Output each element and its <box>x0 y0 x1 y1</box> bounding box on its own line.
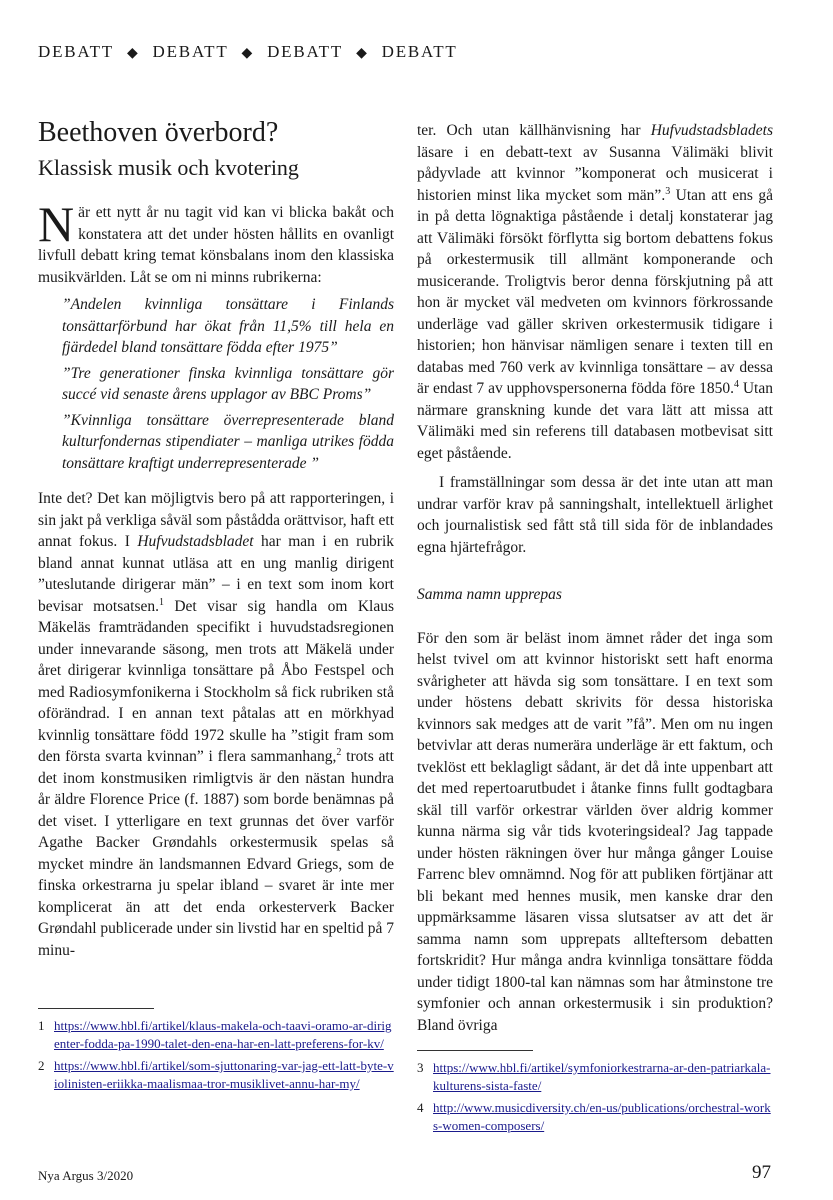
diamond-icon: ◆ <box>126 46 140 61</box>
footnote-number: 1 <box>38 1018 45 1033</box>
emphasis-text: Hufvudstadsbladets <box>650 122 773 139</box>
lead-paragraph <box>38 196 394 288</box>
diamond-icon: ◆ <box>241 46 255 61</box>
article-title: Beethoven överbord? <box>38 117 279 148</box>
footnote-link[interactable]: https://www.hbl.fi/artikel/klaus-makela-och-taavi-oramo-ar-dirigenter-fodda-pa-1990-talet-den-ena-har-en-latt-preferens-for-kv/ <box>54 1018 392 1051</box>
footnote-ref[interactable]: 2 <box>336 746 342 758</box>
footnote-number: 3 <box>417 1060 424 1075</box>
body-text: Det visar sig handla om Klaus Mäkeläs framträdanden specifikt i huvudstadsregionen under innevarande säsong, men trots att Mäkelä under året dirigerar kvinnliga tonsättare på Åbo Festspel och med Radiosymfonikerna i Stockholm så fick rubriken stå oförändrad. I en annan text påtalas att en mörkhyad kvinnlig tonsättare född 1972 skulle ha ”stigit fram som den första svarta kvinnan” i flera sammanhang, <box>38 597 394 765</box>
quote: ”Tre generationer finska kvinnliga tonsättare gör succé vid senaste årens upplagor av BBC Proms” <box>62 364 394 403</box>
footnote-ref[interactable]: 1 <box>158 596 164 608</box>
emphasis-text: Hufvudstadsbladet <box>137 533 254 550</box>
footnote-divider <box>38 1008 154 1009</box>
footnote-divider <box>417 1050 533 1051</box>
body-paragraph: För den som är beläst inom ämnet råder det inga som helst tvivel om att kvinnor historiskt sett haft enorma svårigheter att hävda sig som tonsättare. I en text som under höstens debatt skrivits för dessa historiska kvinnors sak medges att de varit ”få”. Men om nu ingen betvivlar att deras numerära underläge är ett faktum, och tveklöst ett beklagligt sådant, är det då inte uppenbart att det med repertoarutbudet i åtanke finns fullt godtagbara skäl till varför orkestrar världen över aldrig kommer kunna närma sig vår tids kvoteringsideal? Jag tappade under hösten räkningen över hur många gånger Louise Farrenc blev omnämnd. Nog för att publiken förtjänar att bli bekant med hennes musik, men kanske drar den uppmärksamme läsaren vissa slutsatser av att det är samma namn som upprepats allteftersom debatten fortskridit? Hur många andra kvinnliga tonsättare födda under tidigt 1800-tal kan nämnas som har åtminstone tre symfonier och annan orkestermusik i sin produktion? Bland övriga <box>417 629 773 1034</box>
page-number: 97 <box>752 1162 771 1183</box>
header-label: DEBATT <box>267 42 344 61</box>
footnotes-left <box>38 1008 394 1097</box>
footnote <box>417 1099 773 1135</box>
footnote-ref[interactable]: 3 <box>665 185 671 197</box>
header-label: DEBATT <box>152 42 229 61</box>
body-text: Utan att ens gå in på detta lögnaktiga påstående i detalj konstaterar jag att Välimäki försökt förflytta sig bortom debattens fokus på orkestermusik till allmänt komponerande och musicerande. Troligtvis beror denna förskjutning på att hon är mycket väl medveten om kvinnors förkrossande underläge vad gäller skriven orkestermusik tidigare i historien; hon hänvisar nämligen senare i texten till en databas med 760 verk av kvinnliga tonsättare – av dessa är endast 7 av upphovspersonerna födda före 1850. <box>417 186 773 397</box>
body-text: har man i en rubrik bland annat kunnat utläsa att en ung manlig dirigent ”uteslutande dirigerar män” – i en text som inom kort bevisar motsatsen. <box>38 533 394 615</box>
quote: ”Andelen kvinnliga tonsättare i Finlands tonsättarförbund har ökat från 11,5% till hela en fjärdedel bland tonsättare födda efter 1975” <box>62 296 394 356</box>
footnote-link[interactable]: http://www.musicdiversity.ch/en-us/publications/orchestral-works-women-composers/ <box>433 1100 771 1133</box>
article-subtitle: Klassisk musik och kvotering <box>38 155 299 180</box>
header-label: DEBATT <box>38 42 114 61</box>
footnotes-right <box>417 1050 773 1139</box>
journal-name: Nya Argus 3/2020 <box>38 1168 134 1183</box>
section-heading: Samma namn upprepas <box>417 586 562 603</box>
footnote <box>417 1059 773 1095</box>
body-text: Utan närmare granskning kunde det vara lätt att missa att Välimäki med sin referens till databasen motbevisat sitt eget påstående. <box>417 380 773 462</box>
drop-cap: N <box>38 196 75 252</box>
footnote-ref[interactable]: 4 <box>733 378 739 390</box>
footnote <box>38 1017 394 1053</box>
header-label: DEBATT <box>381 42 458 61</box>
footnote-number: 4 <box>417 1100 424 1115</box>
body-text: Inte det? Det kan möjligtvis bero på att rapporteringen, i sin jakt på verkliga såväl som påstådda orättvisor, haft ett annat fokus. I <box>38 490 394 550</box>
right-column <box>417 120 773 1036</box>
left-column <box>38 116 394 961</box>
body-paragraph <box>38 488 394 961</box>
footnote-number: 2 <box>38 1058 45 1073</box>
body-paragraph <box>417 120 773 464</box>
body-paragraph: I framställningar som dessa är det inte utan att man undrar varför krav på sanningshalt, intellektuell ärlighet och journalistisk sed fått stå till sida för de inblandades egna hjärtefrågor. <box>417 474 773 556</box>
body-text: trots att det inom konstmusiken rimligtvis är den nästan hundra år äldre Florence Price (f. 1887) som borde benämnas på det viset. I ytterligare en text grunnas det över varför Agathe Backer Grøndahls orkestermusik spelas så mycket mindre än landsmannen Edvard Griegs, som de finska orkestrarna ju spelar ibland – svaret är inte mer komplicerat än att det enda orkesterverk Backer Grøndahl publicerade under sin livstid har en speltid på 7 minu- <box>38 748 394 959</box>
footnote-link[interactable]: https://www.hbl.fi/artikel/som-sjuttonaring-var-jag-ett-latt-byte-violinisten-eriikka-maalismaa-tror-musiklivet-annu-har-my/ <box>54 1058 394 1091</box>
section-header <box>38 42 458 62</box>
lead-text: är ett nytt år nu tagit vid kan vi blicka bakåt och konstatera att det under hösten hållits en ovanligt livfull debatt kring temat könsbalans inom den klassiska musikvärlden. Låt se om ni minns rubrikerna: <box>38 204 394 286</box>
footnote <box>38 1057 394 1093</box>
body-text: ter. Och utan källhänvisning har <box>417 122 651 139</box>
quote: ”Kvinnliga tonsättare överrepresenterade bland kulturfondernas stipendiater – manliga utrikes födda tonsättare kraftigt underrepresenterade ” <box>62 411 394 472</box>
footnote-link[interactable]: https://www.hbl.fi/artikel/symfoniorkestrarna-ar-den-patriarkala-kulturens-sista-faste/ <box>433 1060 771 1093</box>
body-text: läsare i en debatt-text av Susanna Välimäki blivit pådyvlade att kvinnor ”komponerat och musicerat i historien minst lika mycket som män”. <box>417 143 773 204</box>
diamond-icon: ◆ <box>356 46 369 61</box>
